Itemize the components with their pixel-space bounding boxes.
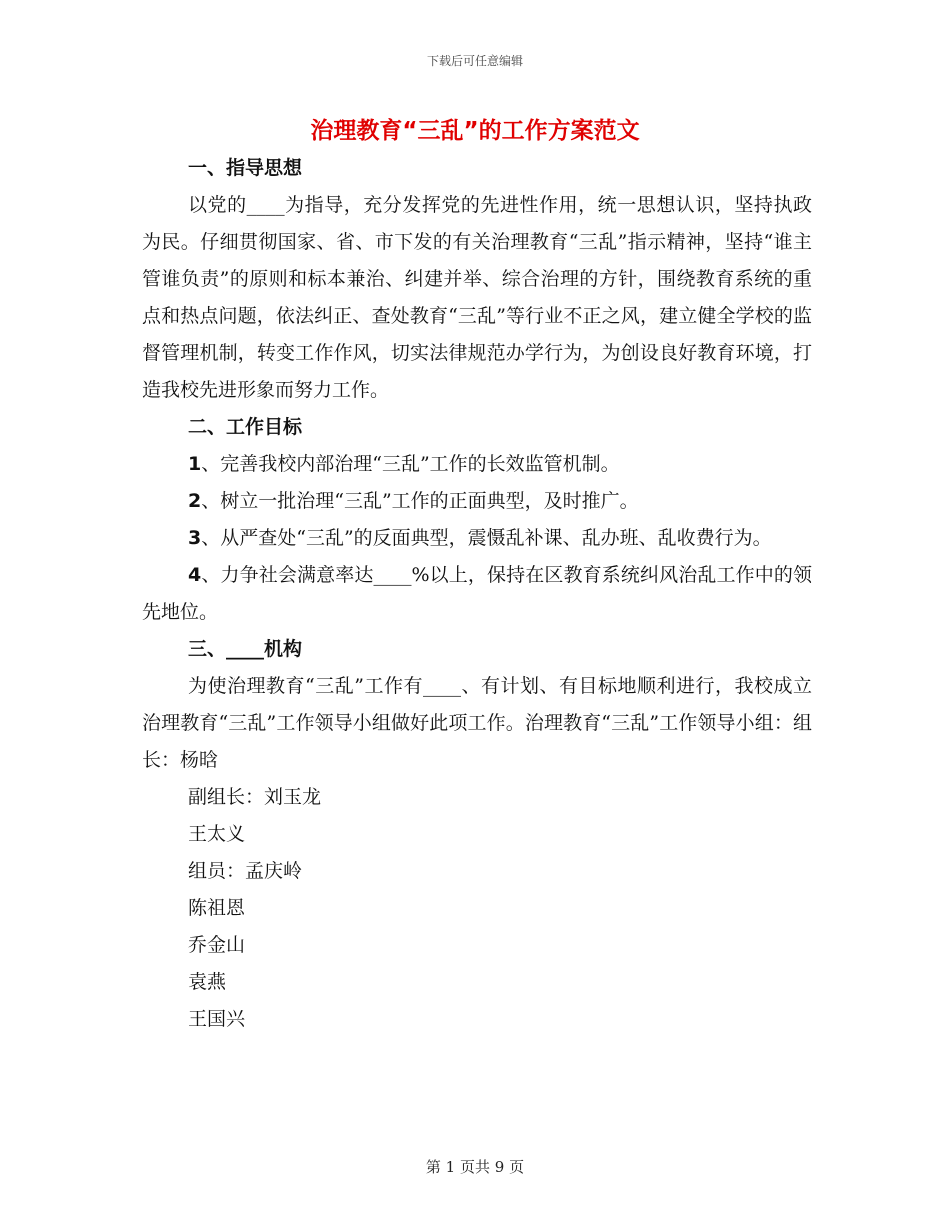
goal-text: 、树立一批治理“三乱”工作的正面典型，及时推广。 bbox=[201, 490, 639, 512]
goal-item bbox=[142, 520, 812, 557]
goal-text: 、力争社会满意率达____%以上，保持在区教育系统纠风治乱工作中的领先地位。 bbox=[142, 564, 812, 623]
goal-item bbox=[142, 557, 812, 631]
member-line: 袁燕 bbox=[188, 971, 227, 993]
goal-number: 3 bbox=[188, 527, 202, 549]
member-line: 陈祖恩 bbox=[188, 897, 246, 919]
section-heading-work-goals: 二、工作目标 bbox=[188, 416, 303, 438]
member-line: 组员：孟庆岭 bbox=[188, 860, 303, 882]
goal-text: 、完善我校内部治理“三乱”工作的长效监管机制。 bbox=[201, 453, 620, 475]
goal-text: 、从严查处“三乱”的反面典型，震慑乱补课、乱办班、乱收费行为。 bbox=[201, 527, 772, 549]
member-line: 王国兴 bbox=[188, 1008, 246, 1030]
goal-number: 2 bbox=[188, 490, 202, 512]
document-title: 治理教育“三乱”的工作方案范文 bbox=[310, 118, 640, 144]
goal-number: 1 bbox=[188, 453, 202, 475]
section-paragraph-guiding-ideology: 以党的____为指导，充分发挥党的先进性作用，统一思想认识，坚持执政为民。仔细贯彻国家、省、市下发的有关治理教育“三乱”指示精神，坚持“谁主管谁负责”的原则和标本兼治、纠建并举、综合治理的方针，围绕教育系统的重点和热点问题，依法纠正、查处教育“三乱”等行业不正之风，建立健全学校的监督管理机制，转变工作作风，切实法律规范办学行为，为创设良好教育环境，打造我校先进形象而努力工作。 bbox=[142, 194, 812, 401]
document-body bbox=[142, 150, 812, 1038]
member-line: 王太义 bbox=[188, 823, 246, 845]
member-line: 乔金山 bbox=[188, 934, 246, 956]
goal-item bbox=[142, 446, 812, 483]
member-line: 副组长：刘玉龙 bbox=[188, 786, 322, 808]
goal-item bbox=[142, 483, 812, 520]
section-paragraph-organization: 为使治理教育“三乱”工作有____、有计划、有目标地顺利进行，我校成立治理教育“三乱”工作领导小组做好此项工作。治理教育“三乱”工作领导小组：组长：杨晗 bbox=[142, 675, 812, 771]
goal-number: 4 bbox=[188, 564, 202, 586]
section-heading-guiding-ideology: 一、指导思想 bbox=[188, 157, 303, 179]
page-footer: 第 1 页共 9 页 bbox=[425, 1158, 525, 1176]
section-heading-organization: 三、____机构 bbox=[188, 638, 303, 660]
page-header: 下载后可任意编辑 bbox=[426, 54, 523, 68]
